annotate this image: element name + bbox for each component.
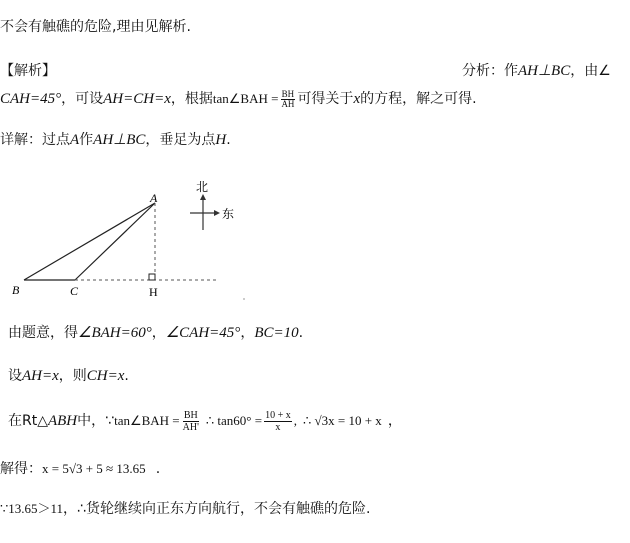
analysis-ah-perp-bc: AH⊥BC: [518, 63, 571, 79]
analysis-by: ，根据: [170, 91, 213, 107]
analysis-frac-num: BH: [281, 88, 295, 99]
step3-prefix: 在Rt△: [8, 413, 48, 429]
analysis-ah-ch-x: AH=CH=x: [103, 91, 171, 107]
step3-eq: ∴ √3x = 10 + x: [302, 413, 382, 428]
analysis-frac-den: AH: [281, 98, 295, 109]
step3-abh: ABH: [47, 413, 78, 429]
analysis-let: ，可设: [61, 91, 104, 107]
step3-end: ，: [387, 413, 402, 429]
label-b: B: [12, 283, 20, 297]
right-angle-mark: [149, 274, 155, 280]
line-ab: [24, 203, 155, 280]
step2-prefix: 设: [8, 368, 22, 384]
compass-icon: [190, 194, 220, 230]
compass-north-arrow: [200, 194, 206, 200]
detail-make: 作: [79, 132, 94, 148]
analysis-mid: ，由∠: [570, 63, 611, 79]
step3-f1-num: BH: [183, 409, 198, 421]
analysis-cah: CAH=45°: [0, 91, 62, 107]
step3-f2-den: x: [275, 421, 281, 433]
step3-mid: 中，∵: [77, 413, 115, 429]
step2-mid: ，则: [58, 368, 87, 384]
step1-sep2: ，: [240, 325, 255, 341]
analysis-tan: tan∠BAH =: [212, 91, 279, 106]
label-c: C: [70, 284, 79, 298]
step2-end: .: [124, 368, 129, 384]
step1-prefix: 由题意，得: [8, 325, 78, 341]
analysis-prefix-line: [462, 62, 611, 80]
step5-because: ∵13.65＞11: [0, 501, 64, 516]
detail-ah-perp-bc: AH⊥BC: [93, 132, 146, 148]
step-4: [0, 460, 160, 478]
label-east: 东: [222, 207, 235, 221]
analysis-tag: [0, 62, 56, 80]
step3-fraction-1: [182, 410, 200, 433]
analysis-tail-1: 可得关于: [297, 91, 354, 107]
step3-fraction-2: [264, 410, 292, 433]
step1-sep1: ，: [151, 325, 166, 341]
step-5: [0, 500, 370, 518]
conclusion-text: 不会有触礁的危险,理由见解析.: [0, 19, 191, 35]
step-2: [8, 367, 129, 385]
detail-prefix: 详解：过点: [0, 132, 70, 148]
label-a: A: [150, 191, 158, 205]
geometry-diagram: [0, 168, 260, 308]
step-1: [8, 324, 303, 342]
analysis-var-x: x: [353, 91, 361, 107]
analysis-tag-text: 【解析】: [0, 63, 56, 79]
step1-cah: ∠CAH=45°: [165, 325, 241, 341]
detail-point-a: A: [70, 132, 80, 148]
step4-prefix: 解得：: [0, 461, 42, 477]
analysis-prefix: 分析：作: [462, 63, 518, 79]
line-ac: [75, 203, 155, 280]
step3-tan: tan∠BAH =: [114, 413, 180, 428]
compass-east-arrow: [214, 210, 220, 216]
step1-bc: BC=10: [254, 325, 299, 341]
step5-text: ，∴货轮继续向正东方向航行，不会有触礁的危险.: [63, 501, 371, 517]
step3-f2-num: 10 + x: [265, 409, 291, 421]
analysis-fraction: [280, 90, 295, 109]
conclusion-line: [0, 18, 191, 36]
step3-comma: ,: [293, 413, 297, 428]
step3-therefore-1: ∴ tan60° =: [205, 413, 263, 428]
detail-line: [0, 131, 231, 149]
step2-ch: CH=x: [86, 368, 125, 384]
step4-eq: x = 5√3 + 5 ≈ 13.65: [42, 461, 146, 476]
analysis-line-2: [0, 88, 477, 110]
step1-end: .: [298, 325, 304, 341]
step1-bah: ∠BAH=60°: [78, 325, 152, 341]
detail-end: .: [226, 132, 231, 148]
step2-ah: AH=x: [22, 368, 59, 384]
analysis-tail-2: 的方程，解之可得.: [360, 91, 477, 107]
detail-point-h: H: [215, 132, 227, 148]
label-north: 北: [196, 180, 209, 194]
step-3: [8, 408, 402, 434]
label-h: H: [149, 285, 158, 299]
step3-f1-den: AH': [182, 421, 199, 433]
detail-foot: ，垂足为点: [145, 132, 216, 148]
step4-end: .: [155, 461, 161, 477]
